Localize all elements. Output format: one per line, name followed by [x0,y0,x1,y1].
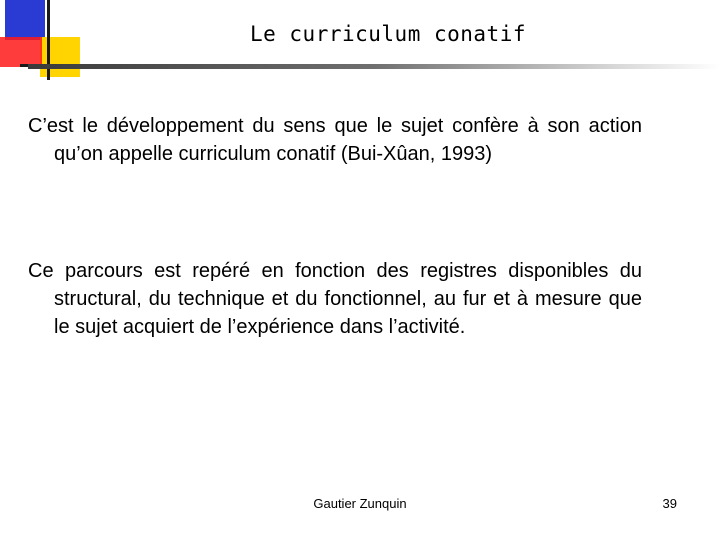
paragraph-parcours-registres: Ce parcours est repéré en fonction des registres disponibles du structural, du technique et du fonctionnel, au fur et à mesure que le sujet acquiert de l’expérience dans l’activité. [28,260,642,338]
paragraph-conatif-definition: C’est le développement du sens que le sujet confère à son action qu’on appelle curriculum conatif (Bui-Xûan, 1993) [28,115,642,165]
page-number: 39 [662,496,677,511]
footer-author: Gautier Zunquin [313,496,407,511]
slide-title: Le curriculum conatif [249,22,526,46]
title-underline-rule [28,64,720,69]
